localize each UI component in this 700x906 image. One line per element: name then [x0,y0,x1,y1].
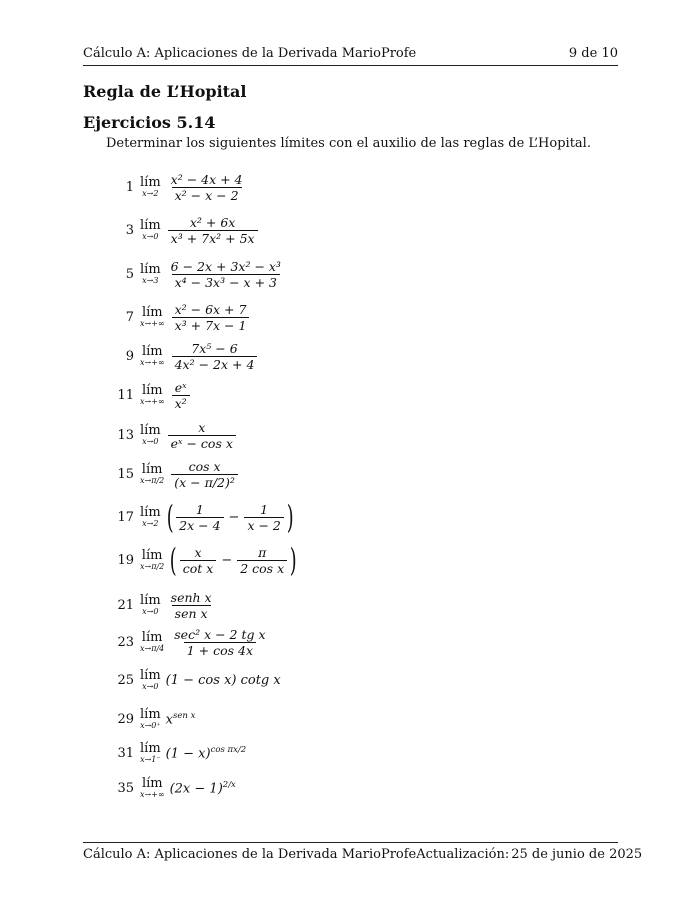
exercise-number: 17 [117,509,134,525]
exercise-item [112,413,238,457]
exercise-number: 3 [125,222,134,238]
exercise-number: 15 [117,466,134,482]
power-expression: $x^{sen x}$ [165,710,196,728]
limit-operator: lím x→π/4 [140,630,165,653]
exercise-number: 21 [117,597,134,613]
exercise-number: 31 [117,745,134,761]
exercise-number: 23 [117,634,134,650]
fraction: $\frac{\text{6 − 2x + 3x² − x³}}{\text{x⁴ − 3x³ − x + 3}}$ [170,258,281,290]
exercise-number: 13 [117,427,134,443]
fraction: $\frac{1}{2x - 4}$ [176,502,223,533]
fraction: $\frac{1}{x - 2}$ [244,502,283,533]
exercise-item [112,658,281,702]
page-number: 9 de 10 [568,46,618,61]
footer-update: Actualización: 25 de junio de 2025 [416,847,643,862]
limit-operator: lím x→0 [140,593,161,616]
exercise-number: 29 [117,711,134,727]
exercise-number: 25 [117,672,134,688]
limit-operator: lím x→+∞ [140,383,165,406]
exercise-item [112,495,294,539]
fraction: $\frac{\text{sec² x − 2 tg x}}{1 + \cos 4x}$ [174,626,266,658]
exercise-item [112,295,251,339]
limit-operator: lím x→2 [140,175,161,198]
fraction: $\frac{\text{7x⁵ − 6}}{\text{4x² − 2x + 4}}$ [172,341,258,372]
exercise-item [112,538,298,582]
right-parenthesis: ) [289,541,297,579]
exercise-number: 19 [117,552,134,568]
exercise-number: 35 [117,780,134,796]
fraction: $\frac{x}{\text{cot x}}$ [180,545,217,576]
limit-operator: lím x→π/2 [140,462,165,485]
limit-operator: lím x→+∞ [140,776,165,799]
exercise-item [112,452,240,496]
limit-operator: lím x→0 [140,218,161,241]
right-parenthesis: ) [286,498,294,536]
fraction: $\frac{\text{cos x}}{\text{(x − π/2)²}}$ [171,459,238,490]
fraction: $\frac{\pi}{\text{2 cos x}}$ [237,545,287,576]
fraction: $\frac{\text{eˣ}}{\text{x²}}$ [172,380,190,411]
fraction: $\frac{x}{\text{eˣ − cos x}}$ [168,420,236,451]
limit-operator: lím x→2 [140,505,161,528]
exercise-item [112,334,259,378]
left-parenthesis: ( [170,541,177,579]
page-footer [83,842,643,863]
fraction: $\frac{\text{senh x}}{\text{sen x}}$ [170,589,212,621]
instructions: Determinar los siguientes límites con el auxilio de las reglas de L’Hopital. [106,136,591,151]
exercise-number: 7 [125,309,134,325]
exercise-number: 1 [125,179,134,195]
expression: (1 − cos x) cotg x [165,672,281,688]
exercise-number: 5 [125,266,134,282]
exercise-item [112,165,248,209]
subsection-title: Ejercicios 5.14 [83,113,216,132]
limit-operator: lím x→0⁺ [140,707,161,730]
limit-operator: lím x→+∞ [140,305,165,328]
header-title: Cálculo A: Aplicaciones de la Derivada MarioProfe [83,46,417,61]
limit-operator: lím x→π/2 [140,548,165,571]
minus-operator: − [228,509,240,525]
limit-operator: lím x→0 [140,668,161,691]
power-expression: $(1 - x)^{cos \pi x/2}$ [165,744,247,762]
limit-operator: lím x→+∞ [140,344,165,367]
exercise-item [112,766,236,810]
left-parenthesis: ( [166,498,174,536]
fraction: $\frac{\text{x² − 4x + 4}}{\text{x² − x − 2}}$ [170,171,243,203]
minus-operator: − [221,552,233,568]
power-expression: $(2x - 1)^{2/x}$ [169,779,236,797]
limit-operator: lím x→0 [140,423,161,446]
page-header [83,46,618,66]
exercise-item [112,208,260,252]
fraction: $\frac{\text{x² + 6x}}{\text{x³ + 7x² + 5x}}$ [168,215,258,246]
footer-title: Cálculo A: Aplicaciones de la Derivada MarioProfe [83,847,417,862]
exercise-item [112,252,286,296]
exercise-number: 11 [117,387,134,403]
exercise-item [112,373,192,417]
exercise-number: 9 [125,348,134,364]
fraction: $\frac{\text{x² − 6x + 7}}{\text{x³ + 7x − 1}}$ [172,302,250,333]
section-title: Regla de L’Hopital [83,82,247,101]
limit-operator: lím x→1⁻ [140,741,161,764]
limit-operator: lím x→3 [140,262,161,285]
